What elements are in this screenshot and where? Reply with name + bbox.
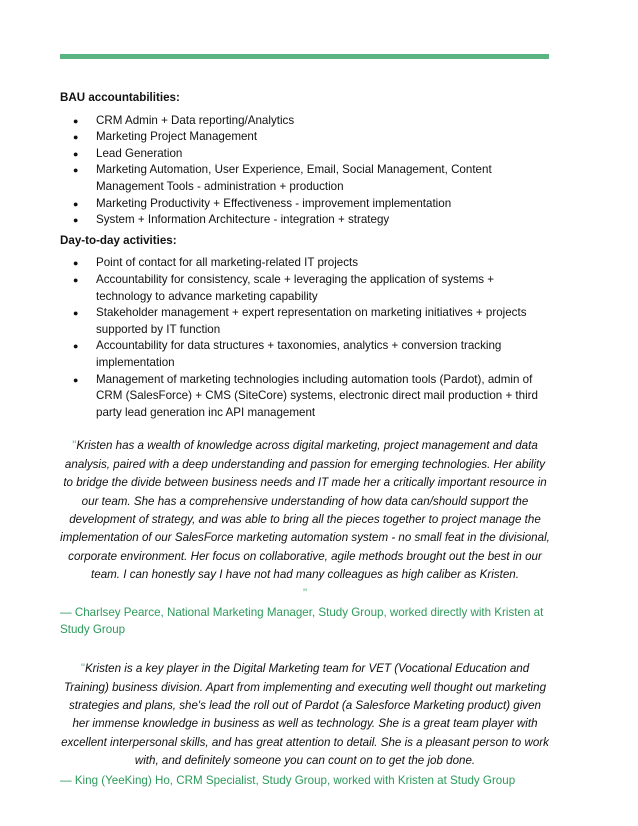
- testimonial-attribution-2: — King (YeeKing) Ho, CRM Specialist, Study Group, worked with Kristen at Study Group: [60, 773, 516, 787]
- daily-heading: Day-to-day activities:: [60, 233, 177, 247]
- bullet-icon: ●: [73, 198, 79, 209]
- testimonial-attribution-1: — Charlsey Pearce, National Marketing Manager, Study Group, worked directly with Kristen at Study Group: [60, 605, 544, 636]
- bullet-icon: ●: [73, 165, 79, 176]
- list-item-text: CRM Admin + Data reporting/Analytics: [96, 113, 295, 127]
- list-item-text: Point of contact for all marketing-related IT projects: [96, 256, 359, 270]
- list-item-text: Marketing Productivity + Effectiveness - improvement implementation: [96, 196, 452, 210]
- bullet-icon: ●: [73, 341, 79, 352]
- list-item-text: Marketing Project Management: [96, 130, 258, 144]
- bullet-icon: ●: [73, 258, 79, 269]
- bullet-icon: ●: [73, 132, 79, 143]
- bullet-icon: ●: [73, 274, 79, 285]
- list-item-text: Management of marketing technologies including automation tools (Pardot), admin of CRM (SalesForce) + CMS (SiteCore) systems, electronic direct mail production + third party lead generation inc API management: [96, 372, 538, 419]
- close-quote-mark: ": [302, 586, 308, 600]
- list-item: [60, 196, 550, 213]
- list-item: [60, 305, 550, 338]
- list-item: [60, 146, 550, 163]
- list-item-text: Marketing Automation, User Experience, Email, Social Management, Content Management Tools - administration + production: [96, 163, 492, 193]
- bullet-icon: ●: [73, 215, 79, 226]
- testimonial-quote-1: [60, 437, 550, 603]
- testimonial-quote-2: [60, 660, 550, 770]
- list-item: [60, 162, 550, 195]
- list-item: [60, 212, 550, 229]
- list-item: [60, 272, 550, 305]
- list-item-text: Stakeholder management + expert representation on marketing initiatives + projects supported by IT function: [96, 306, 527, 336]
- list-item: [60, 113, 550, 130]
- list-item-text: System + Information Architecture - integration + strategy: [96, 213, 390, 227]
- bullet-icon: ●: [73, 148, 79, 159]
- list-item-text: Accountability for data structures + taxonomies, analytics + conversion tracking implementation: [96, 339, 502, 369]
- bullet-icon: ●: [73, 308, 79, 319]
- testimonial-text: Kristen is a key player in the Digital Marketing team for VET (Vocational Education and Training) business division. Apart from implementing and executing well thought out marketing strategies and plans, she's lead the roll out of Pardot (a Salesforce Marketing product) given her immense knowledge in business as well as technology. She is a great team player with excellent interpersonal skills, and has great attention to detail. She is a pleasant person to work with, and definitely someone you can count on to get the job done.: [61, 662, 549, 768]
- list-item: [60, 372, 550, 422]
- open-quote-mark: ": [72, 439, 77, 453]
- list-item: [60, 255, 550, 272]
- open-quote-mark: ": [80, 662, 85, 676]
- testimonial-text: Kristen has a wealth of knowledge across digital marketing, project management and data analysis, paired with a deep understanding and passion for emerging technologies. Her ability to bridge the divide between business needs and IT made her a critically important resource in our team. She has a comprehensive understanding of how data can/should support the development of strategy, and was able to bring all the pieces together to project manage the implementation of our SalesForce marketing automation system - no small feat in the divisional, corporate environment. Her focus on collaborative, agile methods brought out the best in our team. I can honestly say I have not had many colleagues as high caliber as Kristen.: [60, 439, 550, 582]
- bau-list: [60, 113, 550, 229]
- top-divider-rule: [60, 54, 549, 59]
- list-item-text: Accountability for consistency, scale + leveraging the application of systems + technology to advance marketing capability: [96, 272, 495, 303]
- document-body: [60, 90, 550, 789]
- bullet-icon: ●: [73, 115, 79, 126]
- bullet-icon: ●: [73, 374, 79, 385]
- list-item: [60, 129, 550, 146]
- daily-list: [60, 255, 550, 421]
- list-item: [60, 338, 550, 371]
- bau-heading: BAU accountabilities:: [60, 91, 180, 104]
- list-item-text: Lead Generation: [96, 146, 183, 160]
